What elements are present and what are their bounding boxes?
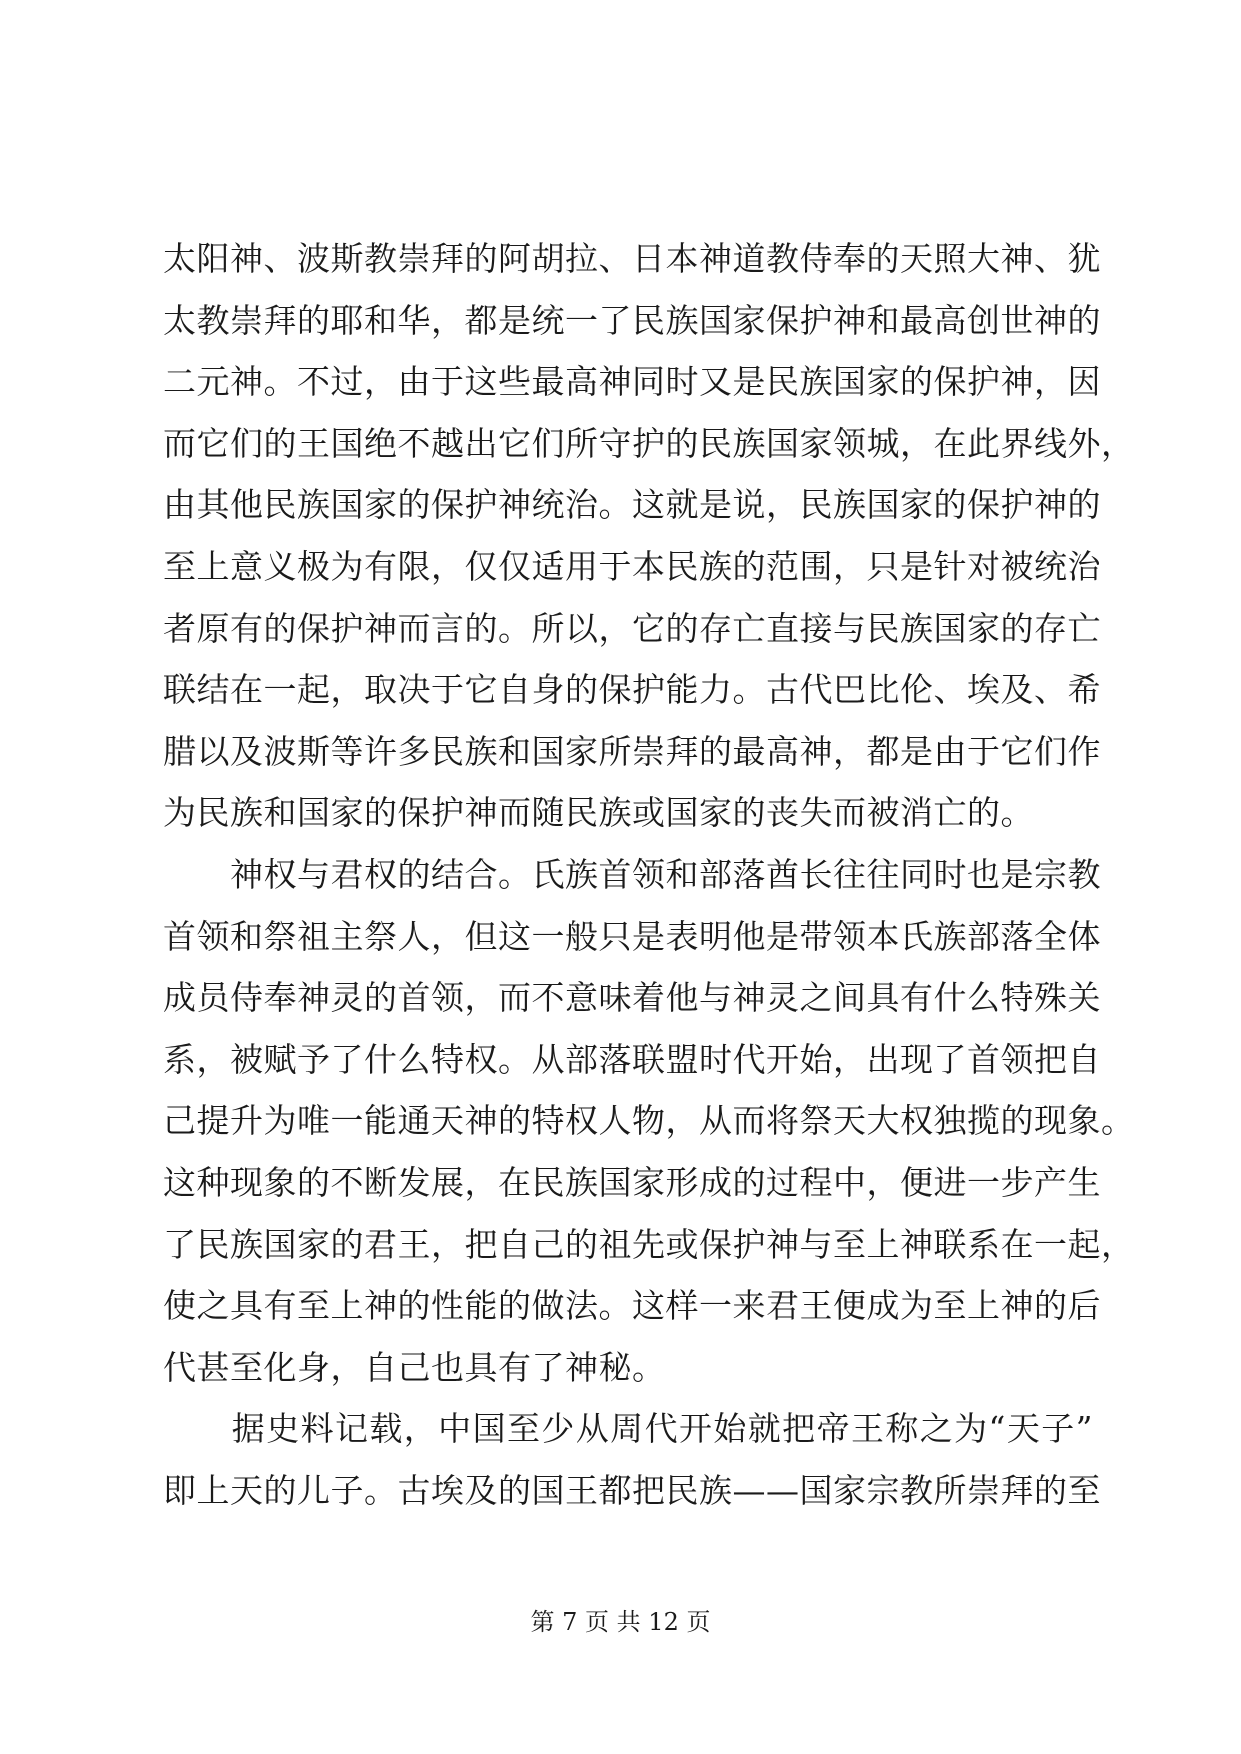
- text-line: 首领和祭祖主祭人，但这一般只是表明他是带领本氏族部落全体: [163, 916, 1101, 956]
- page-number-label: 第 7 页 共 12 页: [530, 1608, 711, 1636]
- text-line: 即上天的儿子。古埃及的国王都把民族——国家宗教所崇拜的至: [163, 1470, 1101, 1510]
- text-line: 腊以及波斯等许多民族和国家所崇拜的最高神，都是由于它们作: [163, 731, 1101, 771]
- text-line: 至上意义极为有限，仅仅适用于本民族的范围，只是针对被统治: [163, 546, 1101, 586]
- text-line: 太阳神、波斯教崇拜的阿胡拉、日本神道教侍奉的天照大神、犹: [163, 239, 1101, 278]
- paragraph-1: [163, 228, 1135, 844]
- text-line: 了民族国家的君王，把自己的祖先或保护神与至上神联系在一起，: [163, 1224, 1135, 1264]
- text-line: 二元神。不过，由于这些最高神同时又是民族国家的保护神，因: [163, 362, 1101, 402]
- text-line: 系，被赋予了什么特权。从部落联盟时代开始，出现了首领把自: [163, 1039, 1101, 1079]
- text-line: 由其他民族国家的保护神统治。这就是说，民族国家的保护神的: [163, 485, 1101, 525]
- text-line: 太教崇拜的耶和华，都是统一了民族国家保护神和最高创世神的: [163, 300, 1101, 340]
- text-line: 据史料记载，中国至少从周代开始就把帝王称之为“天子”: [163, 1409, 1093, 1449]
- text-line: 使之具有至上神的性能的做法。这样一来君王便成为至上神的后: [163, 1286, 1101, 1326]
- text-line: 成员侍奉神灵的首领，而不意味着他与神灵之间具有什么特殊关: [163, 978, 1101, 1018]
- text-line: 代甚至化身，自己也具有了神秘。: [163, 1347, 666, 1387]
- text-line: 己提升为唯一能通天神的特权人物，从而将祭天大权独揽的现象。: [163, 1101, 1135, 1141]
- text-line: 神权与君权的结合。氏族首领和部落酋长往往同时也是宗教: [163, 854, 1101, 894]
- page-footer: [0, 1607, 1241, 1637]
- text-line: 而它们的王国绝不越出它们所守护的民族国家领城，在此界线外，: [163, 423, 1135, 463]
- text-line: 为民族和国家的保护神而随民族或国家的丧失而被消亡的。: [163, 793, 1034, 833]
- paragraph-2: [163, 844, 1135, 1398]
- text-line: 这种现象的不断发展，在民族国家形成的过程中，便进一步产生: [163, 1162, 1101, 1202]
- paragraph-3: [163, 1398, 1101, 1521]
- text-line: 联结在一起，取决于它自身的保护能力。古代巴比伦、埃及、希: [163, 670, 1101, 710]
- body-text: [163, 228, 1135, 1521]
- text-line: 者原有的保护神而言的。所以，它的存亡直接与民族国家的存亡: [163, 608, 1101, 648]
